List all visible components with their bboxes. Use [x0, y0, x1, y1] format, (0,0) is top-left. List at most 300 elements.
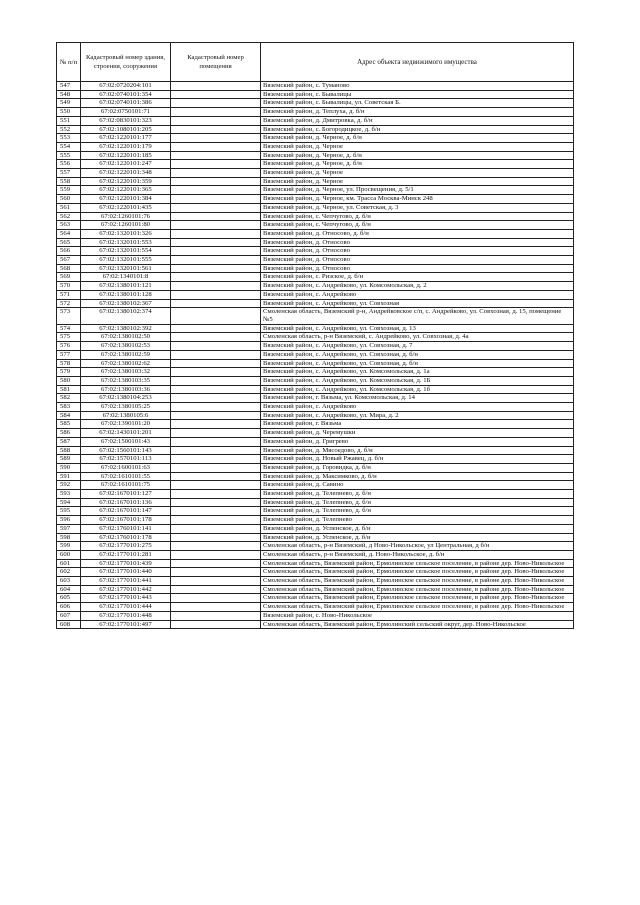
row-address: Вяземский район, с. Андрейково, ул. Совхозная, д. 13	[261, 324, 574, 333]
table-row	[57, 282, 574, 291]
table-header-row	[57, 43, 574, 82]
row-address: Вяземский район, д. Относово	[261, 264, 574, 273]
row-number: 579	[57, 368, 81, 377]
room-cadastral-number	[171, 247, 261, 256]
row-number: 585	[57, 420, 81, 429]
cadastral-number: 67:02:1380102:59	[81, 350, 171, 359]
row-number: 598	[57, 533, 81, 542]
table-row	[57, 577, 574, 586]
row-address: Вяземский район, с. Андрейково, ул. Совхозная, д. б/н	[261, 350, 574, 359]
table-row	[57, 542, 574, 551]
row-address: Смоленская область, Вяземский район, Ермолинское сельское поселение, в районе дер. Ново-Никольское	[261, 559, 574, 568]
row-number: 574	[57, 324, 81, 333]
room-cadastral-number	[171, 324, 261, 333]
header-address: Адрес объекта недвижимого имущества	[261, 43, 574, 82]
cadastral-number: 67:02:1770101:448	[81, 611, 171, 620]
row-address: Вяземский район, с. Андрейково, ул. Комсомольская, д. 1а	[261, 368, 574, 377]
cadastral-number: 67:02:1670101:127	[81, 490, 171, 499]
table-row	[57, 229, 574, 238]
room-cadastral-number	[171, 308, 261, 324]
row-number: 549	[57, 99, 81, 108]
row-address: Вяземский район, д. Относово	[261, 256, 574, 265]
table-row	[57, 273, 574, 282]
table-row	[57, 490, 574, 499]
table-row	[57, 620, 574, 629]
row-number: 573	[57, 308, 81, 324]
table-row	[57, 481, 574, 490]
row-number: 591	[57, 472, 81, 481]
cadastral-number: 67:02:1380104:253	[81, 394, 171, 403]
row-number: 603	[57, 577, 81, 586]
row-address: Вяземский район, г. Вязьма	[261, 420, 574, 429]
cadastral-number: 67:02:1390101:20	[81, 420, 171, 429]
row-address: Вяземский район, д. Горовидка, д. б/н	[261, 463, 574, 472]
table-row	[57, 403, 574, 412]
room-cadastral-number	[171, 472, 261, 481]
table-row	[57, 264, 574, 273]
row-number: 582	[57, 394, 81, 403]
row-number: 566	[57, 247, 81, 256]
room-cadastral-number	[171, 238, 261, 247]
row-address: Вяземский район, д. Успенское, д. б/н	[261, 524, 574, 533]
row-number: 562	[57, 212, 81, 221]
row-number: 555	[57, 151, 81, 160]
cadastral-number: 67:02:0750101:71	[81, 108, 171, 117]
table-row	[57, 385, 574, 394]
room-cadastral-number	[171, 376, 261, 385]
room-cadastral-number	[171, 403, 261, 412]
row-address: Смоленская область, Вяземский район, Ермолинское сельское поселение, в районе дер. Ново-Никольское	[261, 594, 574, 603]
table-row	[57, 533, 574, 542]
row-number: 594	[57, 498, 81, 507]
row-address: Вяземский район, д. Черное, д. б/н	[261, 151, 574, 160]
cadastral-number: 67:02:1080101:205	[81, 125, 171, 134]
cadastral-number: 67:02:1770101:497	[81, 620, 171, 629]
row-address: Вяземский район, с. Бывалицы	[261, 90, 574, 99]
row-number: 554	[57, 142, 81, 151]
table-row	[57, 160, 574, 169]
row-number: 564	[57, 229, 81, 238]
row-number: 565	[57, 238, 81, 247]
row-address: Вяземский район, д. Савино	[261, 481, 574, 490]
row-address: Вяземский район, д. Черное, ул. Просвещения, д. 5/1	[261, 186, 574, 195]
row-address: Вяземский район, д. Черемушки	[261, 429, 574, 438]
room-cadastral-number	[171, 169, 261, 178]
cadastral-number: 67:02:1670101:147	[81, 507, 171, 516]
row-number: 548	[57, 90, 81, 99]
row-address: Вяземский район, с. Бывалицы, ул. Советская Б.	[261, 99, 574, 108]
table-row	[57, 134, 574, 143]
cadastral-number: 67:02:1570101:113	[81, 455, 171, 464]
cadastral-number: 67:02:1340101:8	[81, 273, 171, 282]
row-number: 589	[57, 455, 81, 464]
row-address: Вяземский район, д. Черное, км. Трасса Москва-Минск 248	[261, 195, 574, 204]
table-row	[57, 256, 574, 265]
row-address: Вяземский район, с. Андрейково, ул. Комсомольская, д. 1б	[261, 385, 574, 394]
room-cadastral-number	[171, 99, 261, 108]
room-cadastral-number	[171, 116, 261, 125]
table-row	[57, 559, 574, 568]
row-address: Вяземский район, д. Дмитровка, д. б/н	[261, 116, 574, 125]
room-cadastral-number	[171, 151, 261, 160]
row-address: Вяземский район, с. Андрейково, ул. Комсомольская, д. 1Б	[261, 376, 574, 385]
document-page	[56, 42, 573, 629]
cadastral-number: 67:02:1380103:35	[81, 376, 171, 385]
room-cadastral-number	[171, 455, 261, 464]
cadastral-number: 67:02:1220101:179	[81, 142, 171, 151]
cadastral-number: 67:02:0740101:386	[81, 99, 171, 108]
row-address: Вяземский район, с. Андрейково, ул. Мира, д. 2	[261, 411, 574, 420]
room-cadastral-number	[171, 186, 261, 195]
row-number: 571	[57, 290, 81, 299]
table-row	[57, 611, 574, 620]
row-address: Смоленская область, Вяземский район, Ермолинское сельское поселение, в районе дер. Ново-Никольское	[261, 585, 574, 594]
cadastral-number: 67:02:1610101:75	[81, 481, 171, 490]
row-address: Вяземский район, д. Григрево	[261, 437, 574, 446]
cadastral-number: 67:02:1670101:136	[81, 498, 171, 507]
room-cadastral-number	[171, 446, 261, 455]
table-row	[57, 151, 574, 160]
cadastral-number: 67:02:1220101:247	[81, 160, 171, 169]
row-number: 581	[57, 385, 81, 394]
row-address: Вяземский район, д. Телепнево, д. б/н	[261, 490, 574, 499]
cadastral-number: 67:02:1770101:439	[81, 559, 171, 568]
cadastral-number: 67:02:1380102:392	[81, 324, 171, 333]
table-row	[57, 429, 574, 438]
cadastral-number: 67:02:1770101:441	[81, 577, 171, 586]
room-cadastral-number	[171, 524, 261, 533]
room-cadastral-number	[171, 507, 261, 516]
row-address: Вяземский район, с. Андрейково, ул. Совхозная, д. 7	[261, 342, 574, 351]
table-row	[57, 359, 574, 368]
room-cadastral-number	[171, 160, 261, 169]
row-number: 580	[57, 376, 81, 385]
row-address: Вяземский район, с. Богородицкое, д. б/н	[261, 125, 574, 134]
table-row	[57, 411, 574, 420]
room-cadastral-number	[171, 463, 261, 472]
table-row	[57, 90, 574, 99]
row-address: Вяземский район, д. Мясоедово, д. б/н	[261, 446, 574, 455]
row-number: 563	[57, 221, 81, 230]
row-number: 590	[57, 463, 81, 472]
row-number: 587	[57, 437, 81, 446]
cadastral-number: 67:02:1220101:177	[81, 134, 171, 143]
row-number: 547	[57, 82, 81, 91]
room-cadastral-number	[171, 221, 261, 230]
row-address: Смоленская область, Вяземский район, Ермолинский сельский округ, дер. Ново-Никольское	[261, 620, 574, 629]
table-row	[57, 308, 574, 324]
cadastral-number: 67:02:1380103:36	[81, 385, 171, 394]
room-cadastral-number	[171, 533, 261, 542]
cadastral-number: 67:02:1220101:365	[81, 186, 171, 195]
room-cadastral-number	[171, 490, 261, 499]
table-body	[57, 82, 574, 629]
row-address: Вяземский район, д. Черное, ул. Советская, д. 3	[261, 203, 574, 212]
room-cadastral-number	[171, 256, 261, 265]
table-row	[57, 455, 574, 464]
row-number: 577	[57, 350, 81, 359]
row-address: Вяземский район, с. Андрейково, ул. Совхозная, д. б/н	[261, 359, 574, 368]
room-cadastral-number	[171, 273, 261, 282]
row-address: Смоленская область, Вяземский р-н, Андрейковское с/п, с. Андрейково, ул. Совхозная, д. 15, помещение №5	[261, 308, 574, 324]
cadastral-number: 67:02:1220101:359	[81, 177, 171, 186]
row-number: 607	[57, 611, 81, 620]
table-row	[57, 186, 574, 195]
table-row	[57, 568, 574, 577]
table-row	[57, 82, 574, 91]
cadastral-number: 67:02:1760101:178	[81, 533, 171, 542]
table-row	[57, 603, 574, 612]
table-row	[57, 524, 574, 533]
cadastral-number: 67:02:1220101:185	[81, 151, 171, 160]
row-address: Вяземский район, с. Андрейково, ул. Совхозная	[261, 299, 574, 308]
table-row	[57, 507, 574, 516]
row-number: 558	[57, 177, 81, 186]
room-cadastral-number	[171, 333, 261, 342]
row-number: 597	[57, 524, 81, 533]
row-address: Смоленская область, р-н Вяземский, д Ново-Никольское, ул Центральная, д б/н	[261, 542, 574, 551]
room-cadastral-number	[171, 542, 261, 551]
row-number: 569	[57, 273, 81, 282]
table-row	[57, 299, 574, 308]
row-number: 551	[57, 116, 81, 125]
row-number: 556	[57, 160, 81, 169]
cadastral-number: 67:02:1260101:80	[81, 221, 171, 230]
row-number: 608	[57, 620, 81, 629]
table-row	[57, 498, 574, 507]
cadastral-number: 67:02:1380102:53	[81, 342, 171, 351]
cadastral-number: 67:02:1320101:554	[81, 247, 171, 256]
table-row	[57, 350, 574, 359]
cadastral-number: 67:02:1770101:275	[81, 542, 171, 551]
room-cadastral-number	[171, 125, 261, 134]
room-cadastral-number	[171, 420, 261, 429]
row-address: Вяземский район, д. Черное, д. б/н	[261, 134, 574, 143]
table-row	[57, 212, 574, 221]
room-cadastral-number	[171, 411, 261, 420]
row-number: 559	[57, 186, 81, 195]
cadastral-number: 67:02:1380105:6	[81, 411, 171, 420]
room-cadastral-number	[171, 299, 261, 308]
table-row	[57, 125, 574, 134]
row-number: 557	[57, 169, 81, 178]
table-row	[57, 142, 574, 151]
table-row	[57, 342, 574, 351]
room-cadastral-number	[171, 359, 261, 368]
table-row	[57, 116, 574, 125]
cadastral-number: 67:02:1670101:178	[81, 516, 171, 525]
room-cadastral-number	[171, 342, 261, 351]
row-number: 584	[57, 411, 81, 420]
row-address: Вяземский район, с. Андрейково, ул. Комсомольская, д. 2	[261, 282, 574, 291]
row-number: 601	[57, 559, 81, 568]
table-row	[57, 238, 574, 247]
row-address: Вяземский район, д. Телепнево	[261, 516, 574, 525]
row-number: 583	[57, 403, 81, 412]
table-row	[57, 394, 574, 403]
room-cadastral-number	[171, 90, 261, 99]
cadastral-number: 67:02:1430101:201	[81, 429, 171, 438]
row-number: 553	[57, 134, 81, 143]
cadastral-number: 67:02:1380102:374	[81, 308, 171, 324]
cadastral-number: 67:02:1560101:143	[81, 446, 171, 455]
table-row	[57, 585, 574, 594]
cadastral-number: 67:02:1770101:443	[81, 594, 171, 603]
cadastral-number: 67:02:0720204:101	[81, 82, 171, 91]
room-cadastral-number	[171, 437, 261, 446]
row-number: 606	[57, 603, 81, 612]
row-number: 605	[57, 594, 81, 603]
room-cadastral-number	[171, 550, 261, 559]
room-cadastral-number	[171, 481, 261, 490]
table-row	[57, 195, 574, 204]
room-cadastral-number	[171, 585, 261, 594]
table-row	[57, 169, 574, 178]
room-cadastral-number	[171, 620, 261, 629]
table-row	[57, 177, 574, 186]
row-number: 552	[57, 125, 81, 134]
table-row	[57, 99, 574, 108]
cadastral-number: 67:02:1260101:76	[81, 212, 171, 221]
table-row	[57, 203, 574, 212]
table-row	[57, 550, 574, 559]
row-address: Смоленская область, Вяземский район, Ермолинское сельское поселение, в районе дер. Ново-Никольское	[261, 577, 574, 586]
row-number: 595	[57, 507, 81, 516]
row-address: Смоленская область, Вяземский район, Ермолинское сельское поселение, в районе дер. Ново-Никольское	[261, 568, 574, 577]
cadastral-number: 67:02:1380102:50	[81, 333, 171, 342]
room-cadastral-number	[171, 264, 261, 273]
cadastral-number: 67:02:1320101:561	[81, 264, 171, 273]
row-address: Вяземский район, д. Черное, д. б/н	[261, 160, 574, 169]
row-number: 560	[57, 195, 81, 204]
room-cadastral-number	[171, 429, 261, 438]
header-cadastral-building: Кадастровый номер здания, строения, сооружения	[81, 43, 171, 82]
row-address: Смоленская область, Вяземский район, Ермолинское сельское поселение, в районе дер. Ново-Никольское	[261, 603, 574, 612]
row-address: Вяземский район, г. Вязьма, ул. Комсомольская, д. 14	[261, 394, 574, 403]
cadastral-number: 67:02:1760101:141	[81, 524, 171, 533]
table-row	[57, 516, 574, 525]
room-cadastral-number	[171, 611, 261, 620]
room-cadastral-number	[171, 142, 261, 151]
room-cadastral-number	[171, 82, 261, 91]
table-row	[57, 437, 574, 446]
table-row	[57, 290, 574, 299]
room-cadastral-number	[171, 568, 261, 577]
room-cadastral-number	[171, 559, 261, 568]
room-cadastral-number	[171, 350, 261, 359]
row-address: Вяземский район, д. Относово	[261, 238, 574, 247]
room-cadastral-number	[171, 177, 261, 186]
room-cadastral-number	[171, 577, 261, 586]
table-row	[57, 594, 574, 603]
table-row	[57, 472, 574, 481]
row-number: 586	[57, 429, 81, 438]
cadastral-number: 67:02:1320101:553	[81, 238, 171, 247]
row-number: 550	[57, 108, 81, 117]
row-number: 561	[57, 203, 81, 212]
cadastral-number: 67:02:1220101:384	[81, 195, 171, 204]
cadastral-number: 67:02:1380102:367	[81, 299, 171, 308]
table-row	[57, 368, 574, 377]
row-number: 568	[57, 264, 81, 273]
room-cadastral-number	[171, 203, 261, 212]
cadastral-number: 67:02:1220101:435	[81, 203, 171, 212]
row-number: 576	[57, 342, 81, 351]
cadastral-number: 67:02:1380101:128	[81, 290, 171, 299]
cadastral-number: 67:02:1770101:442	[81, 585, 171, 594]
cadastral-number: 67:02:1500101:43	[81, 437, 171, 446]
room-cadastral-number	[171, 368, 261, 377]
cadastral-number: 67:02:1610101:55	[81, 472, 171, 481]
row-address: Вяземский район, д. Теплуха, д. б/н	[261, 108, 574, 117]
row-number: 593	[57, 490, 81, 499]
room-cadastral-number	[171, 594, 261, 603]
room-cadastral-number	[171, 134, 261, 143]
room-cadastral-number	[171, 498, 261, 507]
cadastral-number: 67:02:1380105:25	[81, 403, 171, 412]
table-row	[57, 108, 574, 117]
room-cadastral-number	[171, 394, 261, 403]
cadastral-number: 67:02:1220101:348	[81, 169, 171, 178]
row-address: Вяземский район, д. Телепнево, д. б/н	[261, 498, 574, 507]
cadastral-number: 67:02:1380101:121	[81, 282, 171, 291]
row-address: Вяземский район, с. Ризское, д. б/н	[261, 273, 574, 282]
row-address: Вяземский район, д. Успенское, д. б/н	[261, 533, 574, 542]
row-address: Вяземский район, с. Ново-Никольское	[261, 611, 574, 620]
row-address: Вяземский район, д. Черное	[261, 169, 574, 178]
cadastral-number: 67:02:1380102:62	[81, 359, 171, 368]
row-address: Вяземский район, с. Туманово	[261, 82, 574, 91]
row-address: Вяземский район, д. Относово, д. б/н	[261, 229, 574, 238]
row-number: 572	[57, 299, 81, 308]
row-address: Смоленская область, р-н Вяземский, д. Ново-Никольское, д. б/н	[261, 550, 574, 559]
row-number: 575	[57, 333, 81, 342]
room-cadastral-number	[171, 108, 261, 117]
row-number: 602	[57, 568, 81, 577]
row-address: Смоленская область, р-н Вяземский, с. Андрейково, ул. Совхозная, д. 4а	[261, 333, 574, 342]
row-number: 604	[57, 585, 81, 594]
room-cadastral-number	[171, 516, 261, 525]
room-cadastral-number	[171, 385, 261, 394]
row-address: Вяземский район, д. Максимково, д. б/н	[261, 472, 574, 481]
row-number: 596	[57, 516, 81, 525]
header-cadastral-room: Кадастровый номер помещения	[171, 43, 261, 82]
cadastral-number: 67:02:1380103:32	[81, 368, 171, 377]
table-row	[57, 446, 574, 455]
room-cadastral-number	[171, 195, 261, 204]
header-number: № п/п	[57, 43, 81, 82]
table-row	[57, 324, 574, 333]
row-number: 600	[57, 550, 81, 559]
row-number: 588	[57, 446, 81, 455]
row-number: 567	[57, 256, 81, 265]
cadastral-number: 67:02:1320101:326	[81, 229, 171, 238]
cadastral-number: 67:02:1600101:63	[81, 463, 171, 472]
property-table	[56, 42, 574, 629]
table-row	[57, 376, 574, 385]
room-cadastral-number	[171, 212, 261, 221]
row-address: Вяземский район, д. Черное	[261, 142, 574, 151]
table-row	[57, 420, 574, 429]
row-number: 592	[57, 481, 81, 490]
cadastral-number: 67:02:0740101:354	[81, 90, 171, 99]
row-address: Вяземский район, с. Чепчугово, д. б/н	[261, 221, 574, 230]
room-cadastral-number	[171, 229, 261, 238]
table-row	[57, 221, 574, 230]
cadastral-number: 67:02:1770101:281	[81, 550, 171, 559]
row-address: Вяземский район, д. Черное	[261, 177, 574, 186]
row-number: 599	[57, 542, 81, 551]
